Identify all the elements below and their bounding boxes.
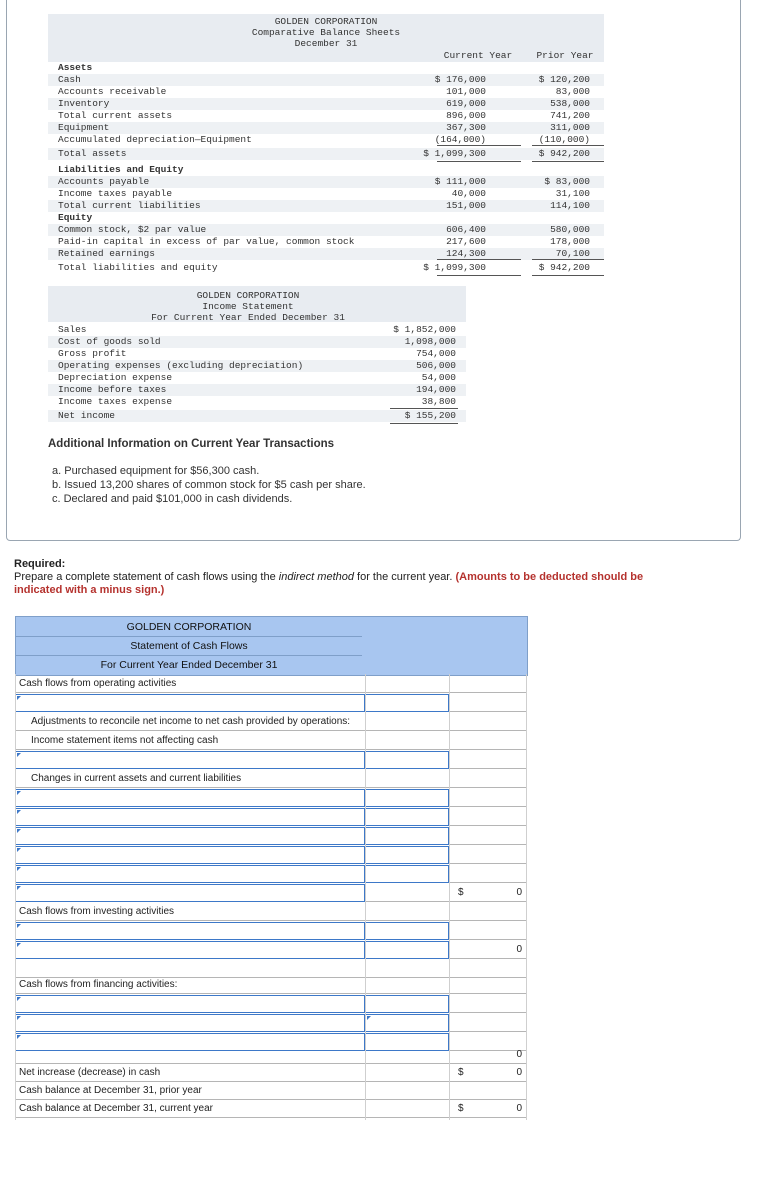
additional-info-item-c: c. Declared and paid $101,000 in cash dividends.: [52, 493, 293, 505]
is-row: [48, 360, 466, 372]
cf-description-input[interactable]: [15, 995, 365, 1013]
cf-prior-balance-label: Cash balance at December 31, prior year: [19, 1085, 202, 1096]
is-title-period: For Current Year Ended December 31: [151, 312, 345, 323]
required-note: (Amounts to be deducted should be: [455, 571, 644, 583]
cf-description-input[interactable]: [15, 827, 365, 845]
income-statement-header: [48, 286, 466, 322]
cf-description-input[interactable]: [15, 884, 365, 902]
bs-cur-value: (164,000): [434, 134, 486, 145]
is-row: [48, 410, 466, 422]
bs-row: [48, 200, 604, 212]
is-row: [48, 336, 466, 348]
cf-amount-input[interactable]: [365, 694, 449, 712]
dropdown-flag-icon: [17, 997, 21, 1001]
dropdown-flag-icon: [367, 1016, 371, 1020]
bs-prior-value: 83,000: [555, 86, 590, 97]
bs-row-label: Cash: [58, 74, 81, 85]
bs-row-label: Equipment: [58, 122, 110, 133]
cf-description-input[interactable]: [15, 941, 365, 959]
bs-row-label: Liabilities and Equity: [58, 164, 184, 175]
bs-col-current: Current Year: [443, 50, 513, 61]
is-title-statement: Income Statement: [202, 301, 294, 312]
dropdown-flag-icon: [17, 943, 21, 947]
cf-changes-label: Changes in current assets and current liabilities: [31, 773, 242, 784]
currency-symbol: $: [458, 1067, 464, 1078]
cf-amount-input[interactable]: [365, 827, 449, 845]
bs-row: [48, 62, 604, 74]
bs-row-label: Paid-in capital in excess of par value, common stock: [58, 236, 355, 247]
bs-row-label: Accounts payable: [58, 176, 150, 187]
additional-info-title: Additional Information on Current Year Transactions: [48, 438, 335, 450]
is-title-company: GOLDEN CORPORATION: [196, 290, 300, 301]
bs-row-label: Income taxes payable: [58, 188, 173, 199]
bs-row-label: Assets: [58, 62, 93, 73]
dropdown-flag-icon: [17, 848, 21, 852]
is-row-value: 54,000: [421, 372, 456, 383]
bs-cur-value: $ 111,000: [434, 176, 486, 187]
dropdown-flag-icon: [17, 696, 21, 700]
is-row-label: Cost of goods sold: [58, 336, 161, 347]
bs-prior-value: $ 942,200: [538, 262, 590, 273]
bs-cur-value: $ 176,000: [434, 74, 486, 85]
cf-operating-total: 0: [516, 887, 522, 898]
bs-cur-value: 619,000: [446, 98, 486, 109]
is-row: [48, 372, 466, 384]
cf-description-input[interactable]: [15, 846, 365, 864]
cf-description-input[interactable]: [15, 865, 365, 883]
bs-row-label: Total liabilities and equity: [58, 262, 218, 273]
cf-amount-input[interactable]: [365, 846, 449, 864]
grid-line: [15, 674, 16, 1120]
bs-cur-value: $ 1,099,300: [423, 148, 486, 159]
dropdown-flag-icon: [17, 886, 21, 890]
bs-row-label: Total current liabilities: [58, 200, 201, 211]
cf-amount-input[interactable]: [365, 751, 449, 769]
cf-investing-total: 0: [516, 944, 522, 955]
double-underline: [532, 161, 604, 162]
bs-col-prior: Prior Year: [536, 50, 594, 61]
cf-current-balance-value: 0: [516, 1103, 522, 1114]
bs-row-label: Equity: [58, 212, 93, 223]
cf-description-input[interactable]: [15, 694, 365, 712]
grid-line: [449, 674, 450, 1120]
cf-investing-label: Cash flows from investing activities: [19, 906, 175, 917]
cf-amount-input[interactable]: [365, 865, 449, 883]
cf-amount-input[interactable]: [365, 808, 449, 826]
bs-row-label: Common stock, $2 par value: [58, 224, 207, 235]
cf-noncash-label: Income statement items not affecting cash: [31, 735, 219, 746]
bs-row: [48, 188, 604, 200]
bs-cur-value: 367,300: [446, 122, 486, 133]
is-row-value: 194,000: [416, 384, 456, 395]
bs-prior-value: 178,000: [550, 236, 590, 247]
double-underline: [437, 275, 521, 276]
double-underline: [532, 275, 604, 276]
bs-row: [48, 110, 604, 122]
bs-row-label: Retained earnings: [58, 248, 155, 259]
bs-cur-value: 896,000: [446, 110, 486, 121]
dropdown-flag-icon: [17, 791, 21, 795]
bs-cur-value: 217,600: [446, 236, 486, 247]
bs-cur-value: $ 1,099,300: [423, 262, 486, 273]
is-row: [48, 384, 466, 396]
underline: [532, 145, 604, 146]
double-underline: [437, 161, 521, 162]
additional-info-item-a: a. Purchased equipment for $56,300 cash.: [52, 465, 260, 477]
bs-prior-value: 70,100: [555, 248, 590, 259]
balance-sheet-header: [48, 14, 604, 62]
bs-title-company: GOLDEN CORPORATION: [274, 16, 378, 27]
bs-row: [48, 176, 604, 188]
bs-row-label: Total current assets: [58, 110, 173, 121]
cf-description-input[interactable]: [15, 808, 365, 826]
cf-description-input[interactable]: [15, 1014, 365, 1032]
bs-prior-value: $ 120,200: [538, 74, 590, 85]
bs-row: [48, 86, 604, 98]
is-row: [48, 324, 466, 336]
grid-line: [365, 674, 366, 1120]
is-row-value: $ 1,852,000: [393, 324, 456, 335]
cf-description-input[interactable]: [15, 922, 365, 940]
is-row-label: Operating expenses (excluding depreciation): [58, 360, 304, 371]
is-row-label: Depreciation expense: [58, 372, 173, 383]
cf-amount-input[interactable]: [365, 995, 449, 1013]
dropdown-flag-icon: [17, 753, 21, 757]
cash-flow-header: [15, 616, 528, 676]
dropdown-flag-icon: [17, 1035, 21, 1039]
is-row-value: 1,098,000: [404, 336, 456, 347]
is-row-value: 38,800: [421, 396, 456, 407]
is-row: [48, 348, 466, 360]
cf-net-change-label: Net increase (decrease) in cash: [19, 1067, 161, 1078]
bs-cur-value: 101,000: [446, 86, 486, 97]
is-row-value: 506,000: [416, 360, 456, 371]
required-text-pre: Prepare a complete statement of cash flows using the: [14, 571, 279, 583]
underline: [437, 259, 521, 260]
cf-title-period: For Current Year Ended December 31: [100, 659, 278, 671]
cf-adjustments-label: Adjustments to reconcile net income to net cash provided by operations:: [31, 716, 351, 727]
bs-row: [48, 224, 604, 236]
cf-title-company: GOLDEN CORPORATION: [126, 621, 252, 633]
cf-description-input[interactable]: [15, 751, 365, 769]
bs-row-label: Accumulated depreciation—Equipment: [58, 134, 252, 145]
is-row-label: Income taxes expense: [58, 396, 173, 407]
currency-symbol: $: [458, 1103, 464, 1114]
cf-financing-label: Cash flows from financing activities:: [19, 979, 178, 990]
cf-title-statement: Statement of Cash Flows: [130, 640, 248, 652]
bs-row-label: Inventory: [58, 98, 110, 109]
dropdown-flag-icon: [17, 867, 21, 871]
cf-amount-input[interactable]: [365, 789, 449, 807]
required-text: [14, 571, 739, 583]
cf-amount-input[interactable]: [365, 941, 449, 959]
bs-title-statement: Comparative Balance Sheets: [251, 27, 401, 38]
bs-row: [48, 164, 604, 176]
underline: [437, 145, 521, 146]
is-row-label: Net income: [58, 410, 116, 421]
bs-prior-value: 741,200: [550, 110, 590, 121]
is-row-value: $ 155,200: [404, 410, 456, 421]
bs-prior-value: $ 83,000: [544, 176, 590, 187]
is-row-value: 754,000: [416, 348, 456, 359]
cf-amount-input[interactable]: [365, 922, 449, 940]
bs-cur-value: 40,000: [451, 188, 486, 199]
bs-row: [48, 98, 604, 110]
double-underline: [390, 423, 458, 424]
is-row-label: Sales: [58, 324, 87, 335]
bs-cur-value: 124,300: [446, 248, 486, 259]
bs-row: [48, 236, 604, 248]
dropdown-flag-icon: [17, 810, 21, 814]
bs-cur-value: 606,400: [446, 224, 486, 235]
bs-prior-value: $ 942,200: [538, 148, 590, 159]
cf-header-divider: [16, 655, 362, 656]
bs-row: [48, 74, 604, 86]
bs-prior-value: (110,000): [538, 134, 590, 145]
dropdown-flag-icon: [17, 829, 21, 833]
is-row-label: Income before taxes: [58, 384, 167, 395]
bs-row: [48, 212, 604, 224]
underline: [532, 259, 604, 260]
underline: [390, 408, 458, 409]
required-text-post: for the current year.: [353, 571, 456, 583]
bs-prior-value: 311,000: [550, 122, 590, 133]
dropdown-flag-icon: [17, 924, 21, 928]
cf-current-balance-label: Cash balance at December 31, current year: [19, 1103, 213, 1114]
bs-row: [48, 122, 604, 134]
grid-line: [526, 674, 527, 1120]
bs-prior-value: 114,100: [550, 200, 590, 211]
currency-symbol: $: [458, 887, 464, 898]
is-row-label: Gross profit: [58, 348, 127, 359]
required-label: Required:: [14, 558, 66, 570]
additional-info-item-b: b. Issued 13,200 shares of common stock for $5 cash per share.: [52, 479, 366, 491]
bs-prior-value: 31,100: [555, 188, 590, 199]
cf-header-divider: [16, 636, 362, 637]
cf-operating-label: Cash flows from operating activities: [19, 678, 177, 689]
bs-row-label: Total assets: [58, 148, 127, 159]
is-row: [48, 396, 466, 408]
bs-row: [48, 148, 604, 160]
cf-description-input[interactable]: [15, 789, 365, 807]
bs-prior-value: 580,000: [550, 224, 590, 235]
bs-row: [48, 262, 604, 274]
bs-row-label: Accounts receivable: [58, 86, 167, 97]
cf-amount-input[interactable]: [365, 1014, 449, 1032]
bs-title-date: December 31: [294, 38, 358, 49]
dropdown-flag-icon: [17, 1016, 21, 1020]
cf-financing-total: 0: [516, 1049, 522, 1060]
required-text-emphasis: indirect method: [278, 571, 354, 583]
required-note-cont: indicated with a minus sign.): [14, 584, 165, 596]
cf-net-change-value: 0: [516, 1067, 522, 1078]
bs-prior-value: 538,000: [550, 98, 590, 109]
bs-cur-value: 151,000: [446, 200, 486, 211]
